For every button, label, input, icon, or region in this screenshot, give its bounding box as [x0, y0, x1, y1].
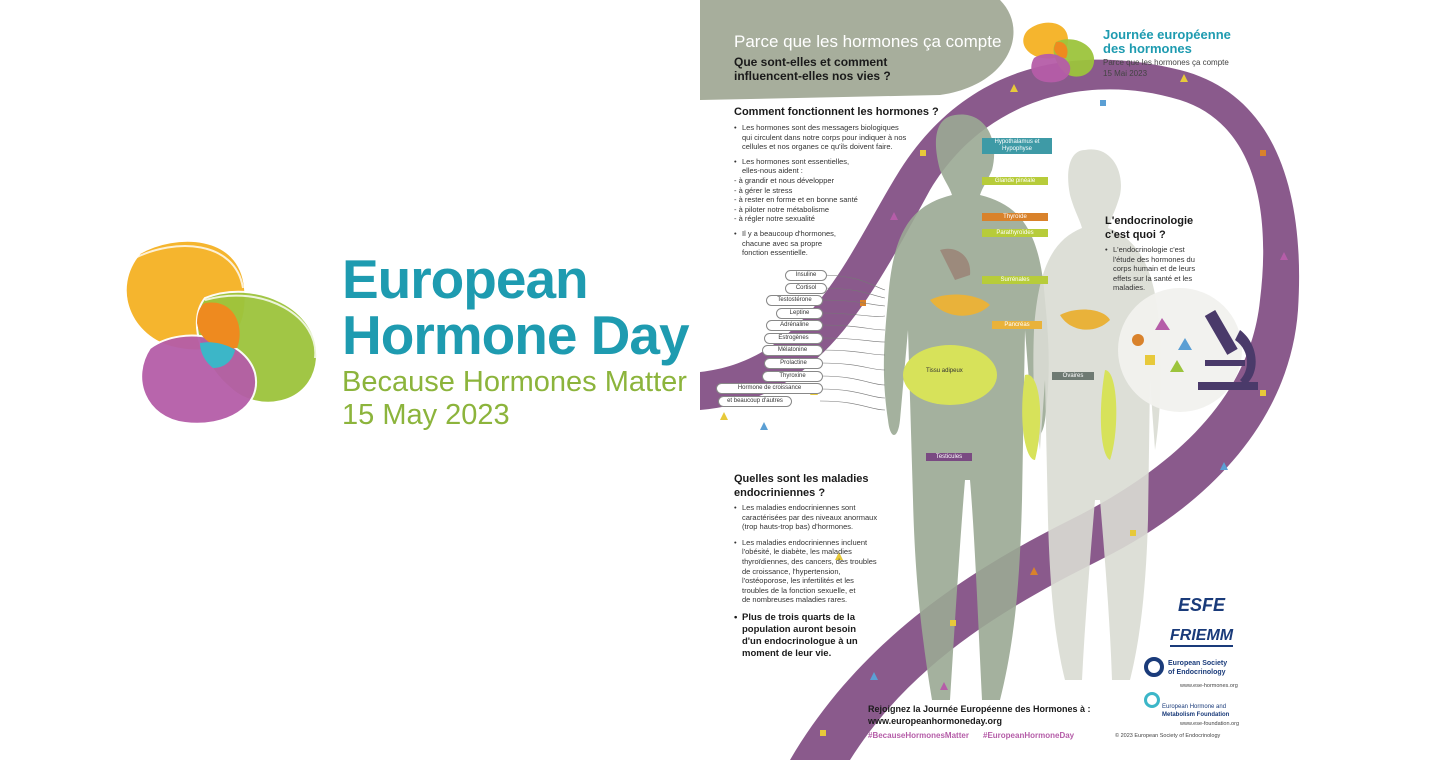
ese-name-1: European Society [1168, 660, 1228, 667]
poster-header-title: Parce que les hormones ça compte [734, 32, 1002, 51]
hormone-pill: Thyroxine [762, 371, 823, 382]
adipose-tissue [903, 345, 997, 405]
small-logo-sub: Parce que les hormones ça compte [1103, 58, 1229, 67]
ehmf-name-1: European Hormone and [1162, 704, 1227, 710]
join-url[interactable]: www.europeanhormoneday.org [868, 716, 1003, 726]
logo-title-line2: Hormone Day [342, 304, 689, 366]
organ-label-pineale: Glande pinéale [982, 177, 1048, 185]
hormone-pill: Hormone de croissance [716, 383, 823, 394]
join-text: Rejoignez la Journée Européenne des Hormones à : [868, 704, 1091, 714]
endo-heading-2: c'est quoi ? [1105, 229, 1166, 241]
hormone-day-logo-icon [105, 228, 330, 428]
small-logo-title-2: des hormones [1103, 41, 1192, 56]
esfe-logo: ESFE [1178, 595, 1226, 615]
organ-label-ovaires: Ovaires [1052, 372, 1094, 380]
hormone-pill: Testostérone [766, 295, 823, 306]
friemm-logo: FRIEMM [1170, 627, 1233, 647]
logo-tagline: Because Hormones Matter [342, 366, 687, 398]
ehmf-logo-icon [1144, 692, 1160, 708]
organ-label-tissu: Tissu adipeux [926, 368, 963, 374]
organ-label-testicules: Testicules [926, 453, 972, 461]
logo-title-line1: European [342, 248, 588, 310]
hormone-pill: Mélatonine [762, 345, 823, 356]
hormone-pill: Leptine [776, 308, 823, 319]
poster-header-sub-2: influencent-elles nos vies ? [734, 69, 891, 83]
hashtag-european[interactable]: #EuropeanHormoneDay [983, 731, 1075, 740]
diseases-text: • Les maladies endocriniennes sont caractérisées par des niveaux anormaux (trop hauts-trop bas) d'hormones. • Les maladies endocriniennes incluent l'obésité, le diabète, les maladies thyroïdiennes, des cancers, des troubles de croissance, l'hypertension, l'ostéoporose, les infertilités et les troubles de la fonction sexuelle, et de nombreuses maladies rares. [734, 503, 914, 605]
ese-url[interactable]: www.ese-hormones.org [1180, 683, 1238, 689]
diseases-callout: • Plus de trois quarts de la population auront besoin d'un endocrinologue à un moment de leur vie. [734, 612, 874, 660]
hormone-pill: Estrogènes [764, 333, 823, 344]
endo-text: • L'endocrinologie c'est l'étude des hormones du corps humain et de leurs effets sur la santé et les maladies. [1105, 245, 1205, 293]
ehmf-name-2: Metabolism Foundation [1162, 712, 1230, 718]
ese-name-2: of Endocrinology [1168, 669, 1226, 676]
organ-label-parathyroides: Parathyroïdes [982, 229, 1048, 237]
hormone-poster [700, 0, 1440, 760]
small-logo-title-1: Journée européenne [1103, 27, 1231, 42]
left-panel [0, 0, 700, 760]
poster-header-sub-1: Que sont-elles et comment [734, 55, 888, 69]
hormone-pill: Prolactine [764, 358, 823, 369]
organ-label-pancreas: Pancréas [992, 321, 1042, 329]
diseases-heading-1: Quelles sont les maladies [734, 473, 869, 485]
endo-heading-1: L'endocrinologie [1105, 215, 1194, 227]
hashtag-because[interactable]: #BecauseHormonesMatter [868, 731, 969, 740]
small-hormone-logo-icon [1020, 18, 1098, 83]
hormone-pill: Adrénaline [766, 320, 823, 331]
hormone-pill: et beaucoup d'autres [718, 396, 792, 407]
organ-label-hypothalamus: Hypothalamus et Hypophyse [982, 138, 1052, 154]
ese-logo-icon [1144, 657, 1164, 677]
copyright: © 2023 European Society of Endocrinology [1115, 733, 1221, 739]
hormone-pill: Insuline [785, 270, 827, 281]
organ-label-thyroide: Thyroïde [982, 213, 1048, 221]
how-text: • Les hormones sont des messagers biologiques qui circulent dans notre corps pour indiquer à nos cellules et nos organes ce qu'ils doivent faire. • Les hormones sont essentielles, elles-nous aident : - à grandir et nous développer - à gérer le stress - à rester en forme et en bonne santé - à piloter notre métabolisme - à régler notre sexualité • Il y a beaucoup d'hormones, chacune avec sa propre fonction essentielle. [734, 123, 924, 258]
diseases-heading-2: endocriniennes ? [734, 487, 826, 499]
hormone-pill: Cortisol [785, 283, 827, 294]
ehmf-url[interactable]: www.ese-foundation.org [1180, 721, 1240, 727]
small-logo-date: 15 Mai 2023 [1103, 69, 1148, 78]
organ-label-surrenales: Surrénales [982, 276, 1048, 284]
how-heading: Comment fonctionnent les hormones ? [734, 106, 939, 118]
logo-date: 15 May 2023 [342, 399, 510, 431]
